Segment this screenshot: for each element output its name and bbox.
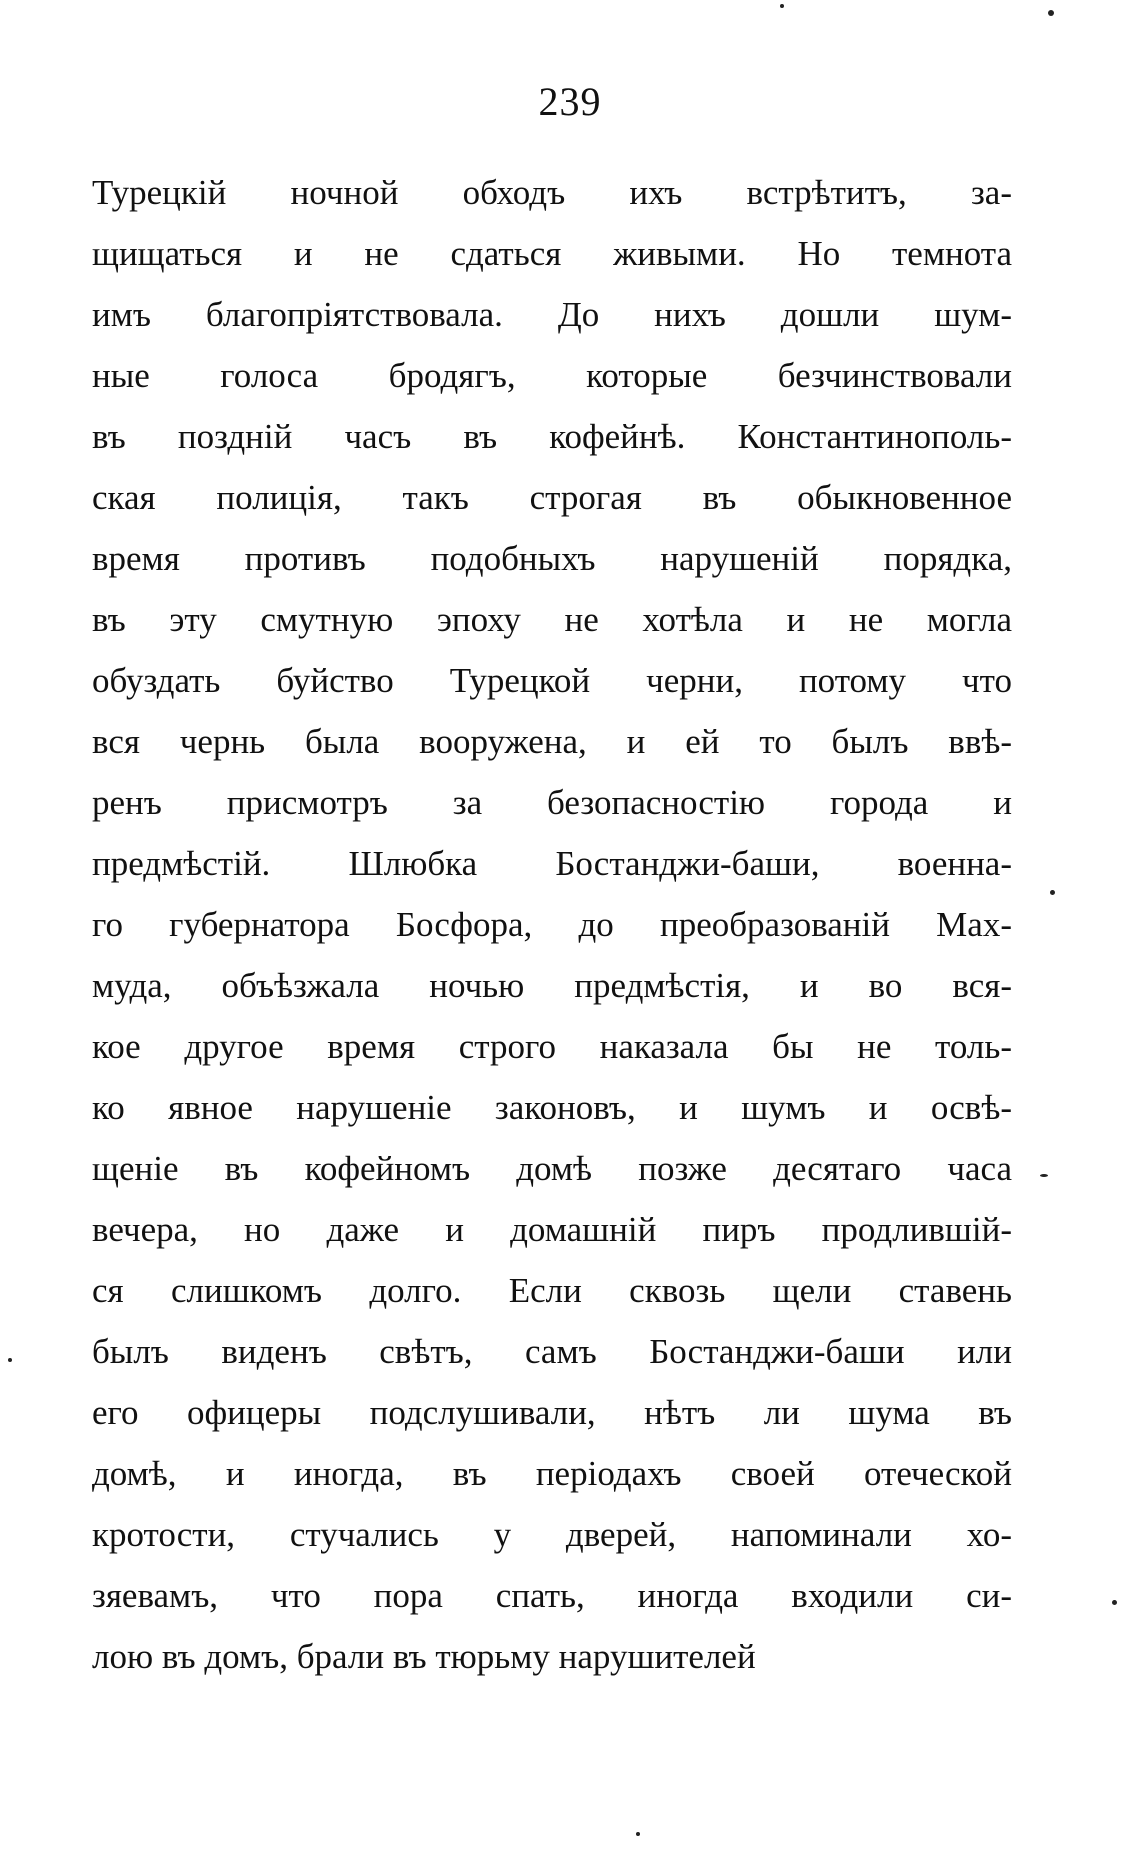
text-line-4: ные голоса бродягъ, которые безчинствовали [92,356,1012,395]
text-line-20: былъ виденъ свѣтъ, самъ Бостанджи-баши или [92,1332,1012,1371]
scan-speck [1048,10,1054,16]
text-line-8: въ эту смутную эпоху не хотѣла и не могла [92,600,1012,639]
scan-speck [636,1832,640,1836]
text-line-1: Турецкій ночной обходъ ихъ встрѣтитъ, за- [92,173,1012,212]
page-number: 239 [538,79,602,124]
text-line-18: вечера, но даже и домашній пиръ продлившій- [92,1210,1012,1249]
text-line-5: въ поздній часъ въ кофейнѣ. Константинополь- [92,417,1012,456]
text-line-22: домѣ, и иногда, въ періодахъ своей отеческой [92,1454,1012,1493]
text-line-10: вся чернь была вооружена, и ей то былъ ввѣ- [92,722,1012,761]
text-line-19: ся слишкомъ долго. Если сквозь щели ставень [92,1271,1012,1310]
text-line-21: его офицеры подслушивали, нѣтъ ли шума въ [92,1393,1012,1432]
text-line-25: лою въ домъ, брали въ тюрьму нарушителей [92,1637,756,1676]
text-line-16: ко явное нарушеніе законовъ, и шумъ и освѣ- [92,1088,1012,1127]
text-line-7: время противъ подобныхъ нарушеній порядка, [92,539,1012,578]
text-line-3: имъ благопріятствовала. До нихъ дошли шум- [92,295,1012,334]
text-line-15: кое другое время строго наказала бы не толь- [92,1027,1012,1066]
text-line-17: щеніе въ кофейномъ домѣ позже десятаго часа [92,1149,1012,1188]
text-line-6: ская полиція, такъ строгая въ обыкновенное [92,478,1012,517]
text-line-12: предмѣстій. Шлюбка Бостанджи-баши, военна- [92,844,1012,883]
text-line-24: зяевамъ, что пора спать, иногда входили си- [92,1576,1012,1615]
text-line-11: ренъ присмотръ за безопасностію города и [92,783,1012,822]
text-line-13: го губернатора Босфора, до преобразованій Мах- [92,905,1012,944]
scan-speck [1040,1174,1048,1177]
scan-speck [8,1358,12,1362]
scan-speck [780,4,784,8]
text-line-23: кротости, стучались у дверей, напоминали хо- [92,1515,1012,1554]
scan-speck [1050,890,1055,895]
scan-speck [1112,1600,1117,1605]
body-text [92,162,1012,1687]
text-line-2: щищаться и не сдаться живыми. Но темнота [92,234,1012,273]
text-line-14: муда, объѣзжала ночью предмѣстія, и во вся- [92,966,1012,1005]
text-line-9: обуздать буйство Турецкой черни, потому что [92,661,1012,700]
